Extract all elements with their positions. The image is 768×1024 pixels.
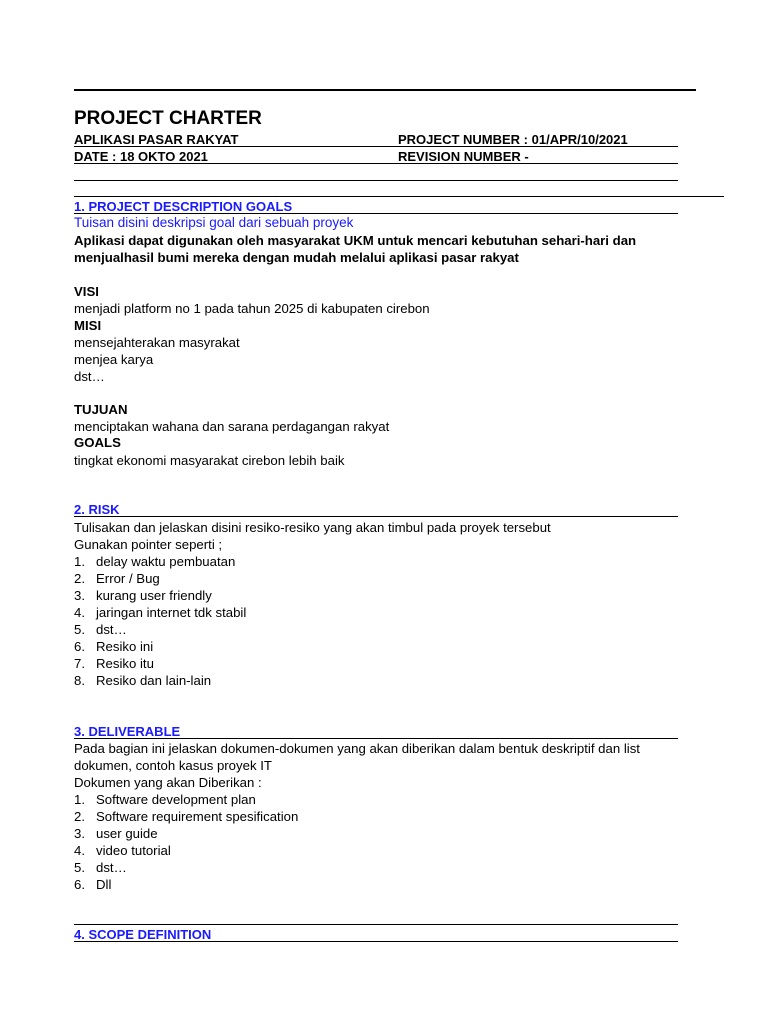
deliverable-intro-text: Pada bagian ini jelaskan dokumen-dokumen yang akan diberikan dalam bentuk deskriptif dan list dokumen, contoh kasus proyek IT	[74, 741, 640, 773]
section-2-heading: 2. RISK	[74, 502, 120, 517]
deliverable-list	[74, 791, 684, 893]
list-text: Software requirement spesification	[96, 809, 299, 824]
section-1-heading: 1. PROJECT DESCRIPTION GOALS	[74, 199, 293, 214]
section-1-rule	[74, 213, 678, 214]
list-number: 2.	[74, 571, 85, 586]
list-text: delay waktu pembuatan	[96, 554, 236, 569]
list-number: 5.	[74, 622, 85, 637]
risk-list	[74, 553, 684, 689]
misi-label: MISI	[74, 318, 102, 333]
list-number: 4.	[74, 843, 85, 858]
list-item	[74, 672, 684, 689]
deliverable-intro	[74, 740, 694, 774]
header-rule-3	[74, 180, 678, 181]
list-item	[74, 791, 684, 808]
list-text: user guide	[96, 826, 158, 841]
top-rule	[74, 89, 696, 91]
description-text: Aplikasi dapat digunakan oleh masyarakat UKM untuk mencari kebutuhan sehari-hari dan menjualhasil bumi mereka dengan mudah melalui aplikasi pasar rakyat	[74, 233, 637, 265]
section-3-heading: 3. DELIVERABLE	[74, 724, 181, 739]
section-4-top-rule	[74, 924, 678, 925]
section-4-rule	[74, 941, 678, 942]
app-name: APLIKASI PASAR RAKYAT	[74, 132, 239, 147]
list-item	[74, 604, 684, 621]
misi-item: mensejahterakan masyrakat	[74, 335, 240, 350]
list-item	[74, 859, 684, 876]
list-item	[74, 570, 684, 587]
goals-text: tingkat ekonomi masyarakat cirebon lebih baik	[74, 453, 345, 468]
misi-item: menjea karya	[74, 352, 154, 367]
list-item	[74, 842, 684, 859]
list-text: Software development plan	[96, 792, 256, 807]
list-text: dst…	[96, 860, 127, 875]
header-rule-4	[74, 196, 724, 197]
list-text: video tutorial	[96, 843, 171, 858]
misi-item: dst…	[74, 369, 105, 384]
section-1-instruction: Tuisan disini deskripsi goal dari sebuah proyek	[74, 215, 354, 230]
document-date: DATE : 18 OKTO 2021	[74, 149, 208, 164]
list-number: 8.	[74, 673, 85, 688]
section-4-heading: 4. SCOPE DEFINITION	[74, 927, 212, 942]
list-text: Resiko itu	[96, 656, 154, 671]
risk-pointer-note: Gunakan pointer seperti ;	[74, 537, 223, 552]
list-item	[74, 638, 684, 655]
section-2-rule	[74, 516, 678, 517]
list-number: 7.	[74, 656, 85, 671]
list-item	[74, 876, 684, 893]
list-item	[74, 808, 684, 825]
list-number: 6.	[74, 877, 85, 892]
list-text: Resiko ini	[96, 639, 154, 654]
list-item	[74, 621, 684, 638]
list-number: 3.	[74, 826, 85, 841]
list-number: 1.	[74, 792, 85, 807]
goals-label: GOALS	[74, 435, 121, 450]
list-item	[74, 655, 684, 672]
tujuan-text: menciptakan wahana dan sarana perdagangan rakyat	[74, 419, 390, 434]
risk-intro: Tulisakan dan jelaskan disini resiko-resiko yang akan timbul pada proyek tersebut	[74, 520, 551, 535]
list-text: Dll	[96, 877, 112, 892]
visi-label: VISI	[74, 284, 99, 299]
revision-number: REVISION NUMBER -	[398, 149, 529, 164]
section-3-rule	[74, 738, 678, 739]
list-number: 2.	[74, 809, 85, 824]
page-title: PROJECT CHARTER	[74, 108, 262, 129]
header-rule-1	[74, 146, 678, 147]
header-rule-2	[74, 163, 678, 164]
list-text: dst…	[96, 622, 127, 637]
list-number: 3.	[74, 588, 85, 603]
list-text: kurang user friendly	[96, 588, 212, 603]
list-number: 4.	[74, 605, 85, 620]
visi-text: menjadi platform no 1 pada tahun 2025 di kabupaten cirebon	[74, 301, 430, 316]
project-number: PROJECT NUMBER : 01/APR/10/2021	[398, 132, 628, 147]
list-text: Resiko dan lain-lain	[96, 673, 212, 688]
section-1-description	[74, 232, 684, 266]
list-number: 6.	[74, 639, 85, 654]
list-text: jaringan internet tdk stabil	[96, 605, 247, 620]
deliverable-docs-label: Dokumen yang akan Diberikan :	[74, 775, 262, 790]
list-number: 1.	[74, 554, 85, 569]
list-text: Error / Bug	[96, 571, 160, 586]
list-item	[74, 587, 684, 604]
list-number: 5.	[74, 860, 85, 875]
list-item	[74, 825, 684, 842]
list-item	[74, 553, 684, 570]
tujuan-label: TUJUAN	[74, 402, 128, 417]
